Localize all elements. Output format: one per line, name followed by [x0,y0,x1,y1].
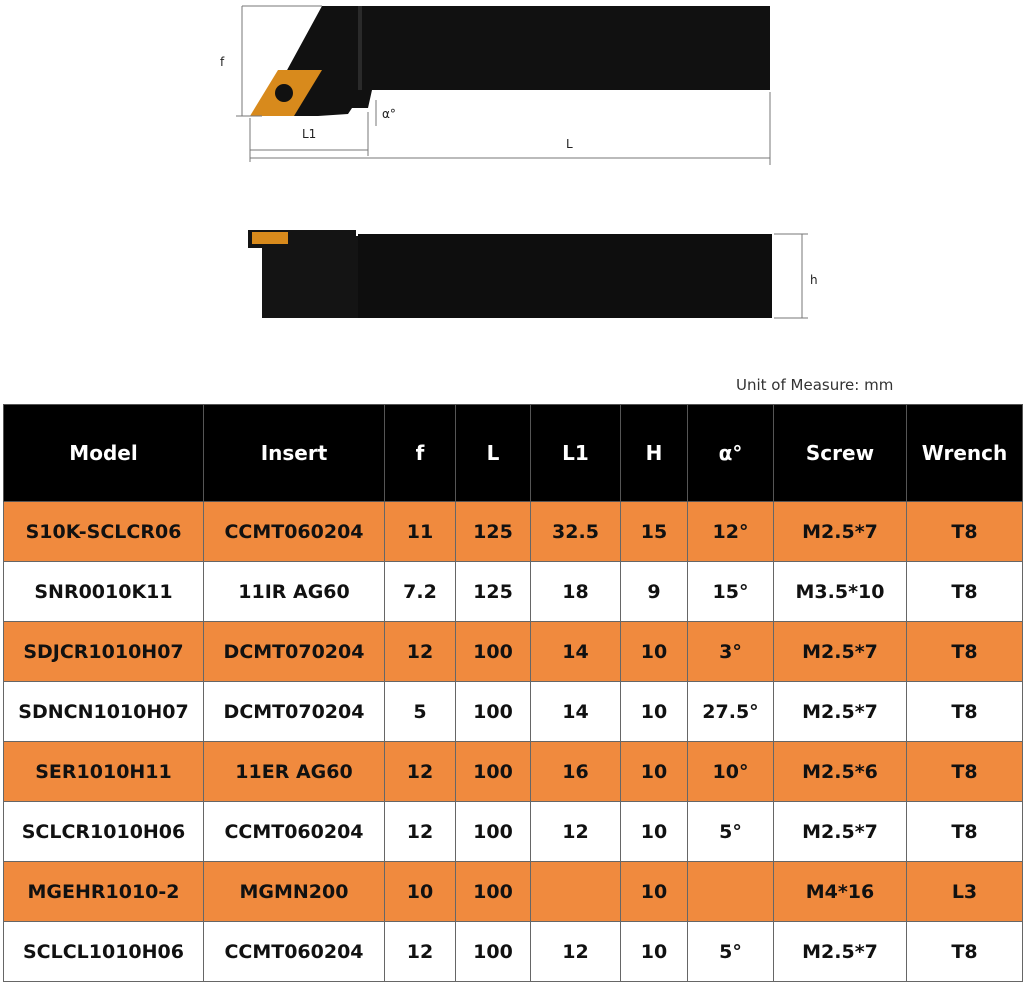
table-cell: T8 [907,742,1023,802]
table-cell: 15 [621,502,688,562]
table-cell: 10 [621,922,688,982]
table-cell: 10 [385,862,456,922]
table-cell: M2.5*7 [774,682,907,742]
table-cell: T8 [907,502,1023,562]
table-cell: 15° [688,562,774,622]
table-cell: SCLCL1010H06 [4,922,204,982]
column-header: Screw [774,405,907,502]
table-cell: 12 [385,922,456,982]
table-row [4,862,1023,922]
table-cell: MGEHR1010-2 [4,862,204,922]
column-header: Wrench [907,405,1023,502]
dim-l-label: L [566,137,573,151]
table-cell: 10 [621,742,688,802]
table-cell: 12 [385,802,456,862]
table-cell: M2.5*7 [774,502,907,562]
table-cell: 12° [688,502,774,562]
table-cell: T8 [907,622,1023,682]
table-cell: 7.2 [385,562,456,622]
dim-f-label: f [220,55,225,69]
tool-diagram [0,0,1024,380]
table-cell: SER1010H11 [4,742,204,802]
table-cell: MGMN200 [204,862,385,922]
table-row [4,802,1023,862]
table-cell: 12 [385,742,456,802]
header-row [4,405,1023,502]
table-cell: M2.5*7 [774,622,907,682]
table-row [4,922,1023,982]
table-cell: CCMT060204 [204,922,385,982]
table-cell: T8 [907,682,1023,742]
table-cell: 10° [688,742,774,802]
table-cell: DCMT070204 [204,682,385,742]
table-cell: 18 [531,562,621,622]
tool-top-view [250,6,770,116]
table-cell: 100 [456,682,531,742]
table-cell: 100 [456,862,531,922]
table-cell: 12 [531,922,621,982]
table-cell: CCMT060204 [204,502,385,562]
dim-alpha-label: α° [382,107,396,121]
table-cell: L3 [907,862,1023,922]
column-header: Insert [204,405,385,502]
table-cell: 100 [456,802,531,862]
table-cell: SNR0010K11 [4,562,204,622]
column-header: L1 [531,405,621,502]
table-cell: 5° [688,922,774,982]
table-cell: T8 [907,562,1023,622]
column-header: α° [688,405,774,502]
table-cell: SCLCR1010H06 [4,802,204,862]
table-cell [531,862,621,922]
table-cell: M2.5*7 [774,922,907,982]
column-header: Model [4,405,204,502]
column-header: H [621,405,688,502]
spec-table [3,404,1023,982]
table-cell: 10 [621,862,688,922]
table-cell: 100 [456,742,531,802]
table-cell: 100 [456,622,531,682]
table-row [4,622,1023,682]
table-cell: M3.5*10 [774,562,907,622]
table-cell: 3° [688,622,774,682]
table-cell: SDJCR1010H07 [4,622,204,682]
table-cell: T8 [907,922,1023,982]
table-cell: M2.5*7 [774,802,907,862]
side-view-dimensions [774,234,808,318]
table-row [4,562,1023,622]
column-header: f [385,405,456,502]
table-cell: DCMT070204 [204,622,385,682]
table-cell: 27.5° [688,682,774,742]
table-cell: 5 [385,682,456,742]
table-cell: 12 [385,622,456,682]
table-cell: 12 [531,802,621,862]
dim-l1-label: L1 [302,127,317,141]
tool-side-view [248,230,772,318]
table-cell: 16 [531,742,621,802]
table-cell: 14 [531,622,621,682]
table-cell: M4*16 [774,862,907,922]
dim-h-label: h [810,273,818,287]
table-cell: 10 [621,802,688,862]
table-cell: 10 [621,622,688,682]
table-cell: 125 [456,562,531,622]
table-cell: T8 [907,802,1023,862]
table-cell: 10 [621,682,688,742]
table-cell: 9 [621,562,688,622]
table-cell: 11ER AG60 [204,742,385,802]
table-cell: S10K-SCLCR06 [4,502,204,562]
table-cell: 125 [456,502,531,562]
table-cell: 11 [385,502,456,562]
table-cell: CCMT060204 [204,802,385,862]
table-cell: M2.5*6 [774,742,907,802]
table-row [4,682,1023,742]
table-cell: 32.5 [531,502,621,562]
unit-of-measure: Unit of Measure: mm [736,376,894,394]
table-cell: SDNCN1010H07 [4,682,204,742]
table-cell: 100 [456,922,531,982]
table-row [4,502,1023,562]
column-header: L [456,405,531,502]
table-row [4,742,1023,802]
table-cell [688,862,774,922]
table-cell: 14 [531,682,621,742]
table-cell: 5° [688,802,774,862]
table-cell: 11IR AG60 [204,562,385,622]
